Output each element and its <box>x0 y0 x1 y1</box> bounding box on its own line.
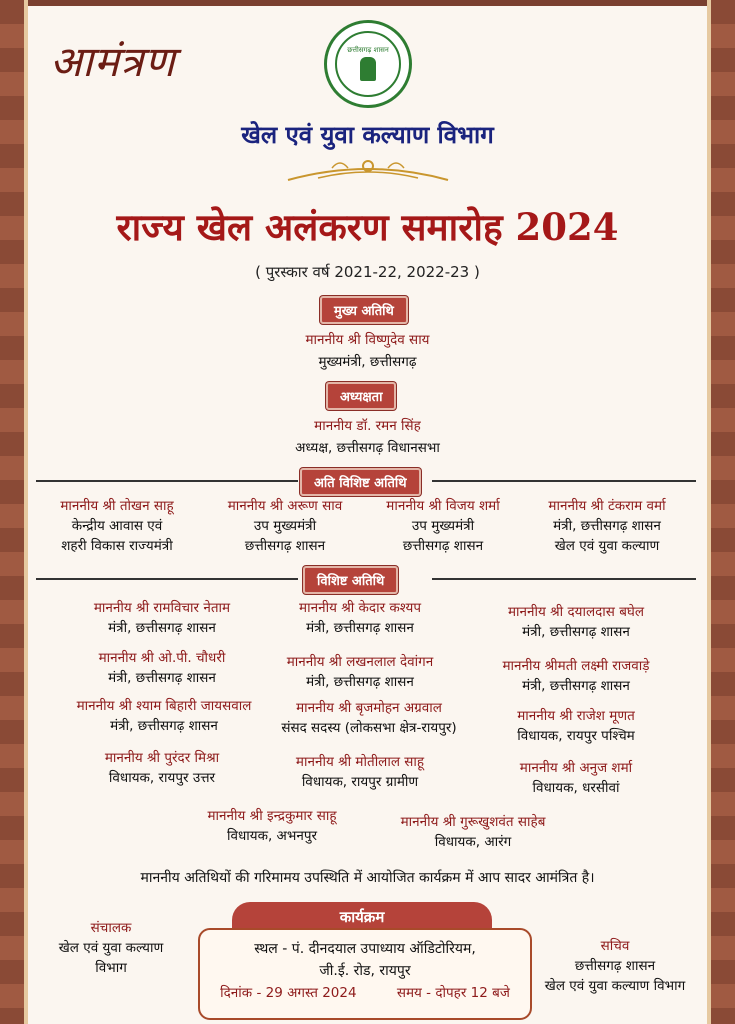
guest-role: मंत्री, छत्तीसगढ़ शासन <box>522 678 630 694</box>
guest-name: माननीय श्री श्याम बिहारी जायसवाल <box>76 698 252 714</box>
emblem-pillar-icon <box>360 57 376 81</box>
guest-role: विधायक, रायपुर ग्रामीण <box>301 774 419 790</box>
guest-name: माननीय श्री इन्द्रकुमार साहू <box>207 808 337 824</box>
department-name: खेल एवं युवा कल्याण विभाग <box>241 121 494 149</box>
guest-role: छत्तीसगढ़ शासन <box>402 538 484 554</box>
vvip-guest <box>522 496 692 556</box>
program-box <box>198 928 532 1020</box>
card-sheet <box>28 6 707 1024</box>
invitation-line: माननीय अतिथियों की गरिमामय उपस्थिति में आयोजित कार्यक्रम में आप सादर आमंत्रित है। <box>140 870 595 886</box>
vip-guest <box>172 806 372 846</box>
vip-guest <box>62 748 262 788</box>
guest-role: संसद सदस्य (लोकसभा क्षेत्र-रायपुर) <box>281 720 457 736</box>
guest-name: माननीय श्री पुरंदर मिश्रा <box>104 750 220 766</box>
venue-line1: स्थल - पं. दीनदयाल उपाध्याय ऑडिटोरियम, <box>254 941 476 957</box>
vip-guest <box>476 656 676 696</box>
guest-role: मंत्री, छत्तीसगढ़ शासन <box>108 670 216 686</box>
guest-name: माननीय श्री तोखन साहू <box>60 498 174 514</box>
guest-name: माननीय श्री लखनलाल देवांगन <box>286 654 434 670</box>
secretary-label: सचिव <box>600 938 630 954</box>
guest-role: विधायक, रायपुर उत्तर <box>108 770 216 786</box>
host-line2: विभाग <box>95 960 127 976</box>
divider-line <box>36 578 298 580</box>
chief-guest-role: मुख्यमंत्री, छत्तीसगढ़ <box>318 354 417 370</box>
right-decorative-border <box>707 0 735 1024</box>
guest-role: मंत्री, छत्तीसगढ़ शासन <box>306 674 414 690</box>
vip-guest <box>260 652 460 692</box>
host-label: संचालक <box>90 920 132 936</box>
chief-guest-label: मुख्य अतिथि <box>320 296 408 324</box>
left-decorative-border <box>0 0 28 1024</box>
vip-guest <box>62 598 262 638</box>
secretary-line1: छत्तीसगढ़ शासन <box>574 958 656 974</box>
guest-role: मंत्री, छत्तीसगढ़ शासन <box>108 620 216 636</box>
guest-role: विधायक, धरसीवां <box>532 780 620 796</box>
vip-guest <box>260 752 460 792</box>
guest-name: माननीय श्री रामविचार नेताम <box>93 600 231 616</box>
venue-line2: जी.ई. रोड, रायपुर <box>319 963 411 979</box>
vip-guest <box>476 758 676 798</box>
guest-role: मंत्री, छत्तीसगढ़ शासन <box>306 620 414 636</box>
vvip-guest <box>200 496 370 556</box>
guest-role: छत्तीसगढ़ शासन <box>244 538 326 554</box>
chief-guest-name: माननीय श्री विष्णुदेव साय <box>305 332 430 348</box>
vvip-guest <box>358 496 528 556</box>
vip-guest <box>368 812 578 852</box>
vip-guest <box>476 706 676 746</box>
secretary-block <box>526 936 704 996</box>
emblem-text: छत्तीसगढ़ शासन <box>347 45 389 54</box>
guest-role: केन्द्रीय आवास एवं <box>71 518 163 534</box>
guest-role: विधायक, आरंग <box>434 834 512 850</box>
guest-name: माननीय श्री मोतीलाल साहू <box>295 754 425 770</box>
guest-name: माननीय श्री अरूण साव <box>227 498 343 514</box>
vip-guest <box>476 602 676 642</box>
vip-guest <box>260 598 460 638</box>
guest-name: माननीय श्री टंकराम वर्मा <box>548 498 666 514</box>
invitation-heading: आमंत्रण <box>50 37 176 86</box>
event-date: दिनांक - 29 अगस्त 2024 <box>220 985 357 1001</box>
guest-name: माननीय श्री बृजमोहन अग्रवाल <box>296 700 442 716</box>
vip-label: विशिष्ट अतिथि <box>303 566 398 594</box>
host-line1: खेल एवं युवा कल्याण <box>58 940 164 956</box>
guest-role: मंत्री, छत्तीसगढ़ शासन <box>522 624 630 640</box>
state-emblem-icon <box>324 20 412 108</box>
guest-role: उप मुख्यमंत्री <box>253 518 317 534</box>
divider-line <box>432 480 696 482</box>
guest-role: उप मुख्यमंत्री <box>411 518 475 534</box>
guest-role: विधायक, रायपुर पश्चिम <box>517 728 635 744</box>
guest-role: खेल एवं युवा कल्याण <box>554 538 660 554</box>
divider-line <box>432 578 696 580</box>
guest-name: माननीय श्रीमती लक्ष्मी राजवाड़े <box>502 658 650 674</box>
program-label: कार्यक्रम <box>232 902 492 932</box>
divider-line <box>36 480 298 482</box>
presiding-name: माननीय डॉ. रमन सिंह <box>314 418 421 434</box>
guest-role: मंत्री, छत्तीसगढ़ शासन <box>553 518 661 534</box>
vip-guest <box>54 696 274 736</box>
vvip-guest <box>32 496 202 556</box>
guest-name: माननीय श्री विजय शर्मा <box>386 498 500 514</box>
guest-name: माननीय श्री केदार कश्यप <box>299 600 421 616</box>
vip-guest <box>62 648 262 688</box>
emblem-inner <box>335 31 401 97</box>
guest-role: विधायक, अभनपुर <box>226 828 318 844</box>
presiding-role: अध्यक्ष, छत्तीसगढ़ विधानसभा <box>295 440 440 456</box>
secretary-line2: खेल एवं युवा कल्याण विभाग <box>544 978 686 994</box>
host-block <box>36 918 186 978</box>
guest-name: माननीय श्री अनुज शर्मा <box>519 760 633 776</box>
event-title: राज्य खेल अलंकरण समारोह 2024 <box>116 205 619 249</box>
vip-guest <box>254 698 484 738</box>
presiding-label: अध्यक्षता <box>326 382 396 410</box>
event-time: समय - दोपहर 12 बजे <box>396 985 510 1001</box>
guest-name: माननीय श्री राजेश मूणत <box>517 708 635 724</box>
guest-role: शहरी विकास राज्यमंत्री <box>61 538 173 554</box>
guest-name: माननीय श्री गुरूखुशवंत साहेब <box>400 814 546 830</box>
award-years: ( पुरस्कार वर्ष 2021-22, 2022-23 ) <box>255 263 480 281</box>
ornament-divider-icon <box>278 154 458 188</box>
guest-name: माननीय श्री ओ.पी. चौधरी <box>98 650 226 666</box>
guest-role: मंत्री, छत्तीसगढ़ शासन <box>110 718 218 734</box>
vvip-label: अति विशिष्ट अतिथि <box>300 468 421 496</box>
guest-name: माननीय श्री दयालदास बघेल <box>507 604 645 620</box>
